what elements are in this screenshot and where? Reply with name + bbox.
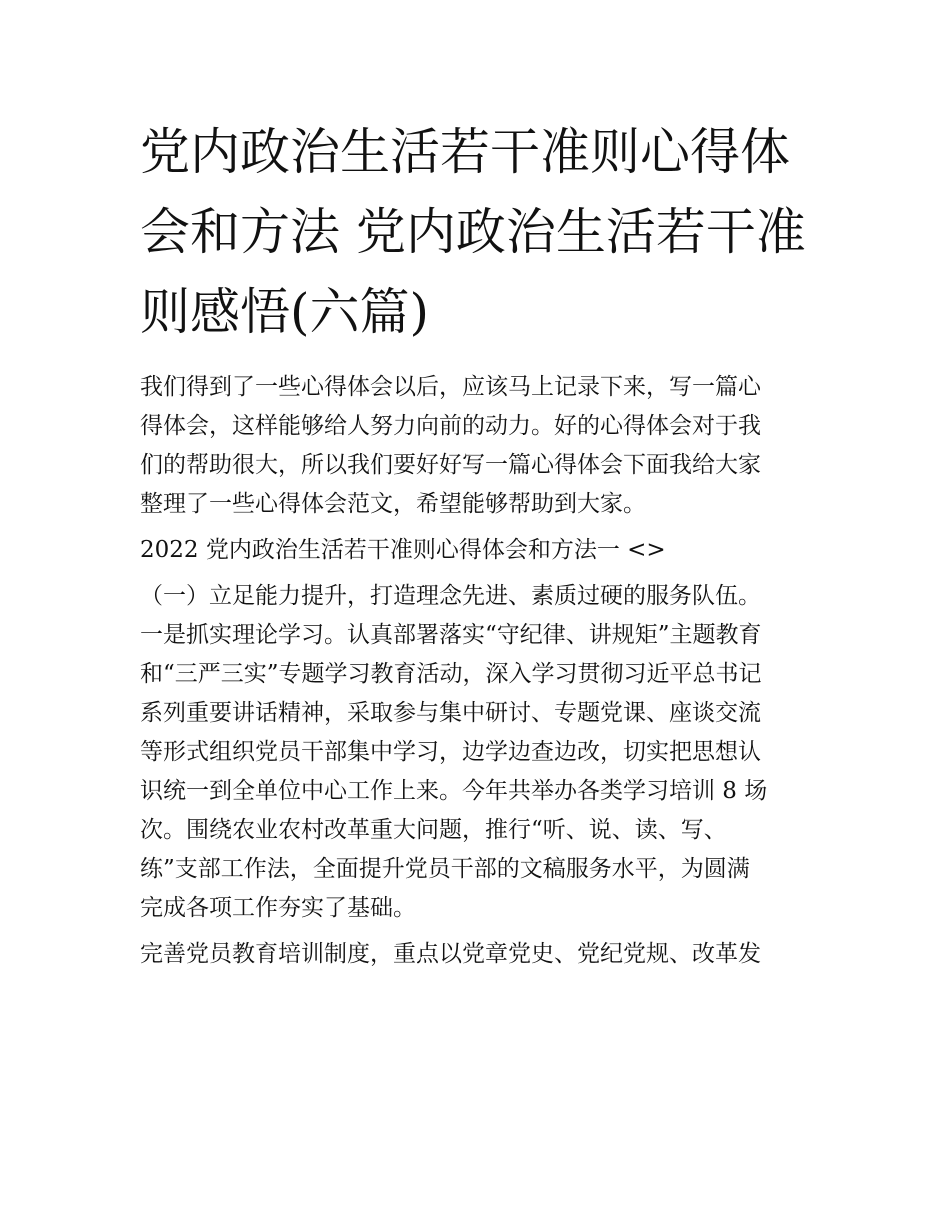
title-line: 党内政治生活若干准则心得体: [140, 123, 790, 181]
text-line: 等形式组织党员干部集中学习，边学边查边改，切实把思想认: [140, 739, 761, 765]
text-line: 整理了一些心得体会范文，希望能够帮助到大家。: [140, 491, 646, 517]
text-line: 系列重要讲话精神，采取参与集中研讨、专题党课、座谈交流: [140, 700, 761, 726]
text-line: （一）立足能力提升，打造理念先进、素质过硬的服务队伍。: [140, 583, 761, 609]
intro-paragraph: [140, 368, 820, 524]
text-line: 一是抓实理论学习。认真部署落实“守纪律、讲规矩”主题教育: [140, 622, 762, 648]
title-line: 则感悟(六篇): [140, 283, 430, 341]
body-paragraph: [140, 577, 820, 928]
document-title: [140, 112, 810, 352]
document-body: [140, 368, 820, 974]
text-line: 们的帮助很大，所以我们要好好写一篇心得体会下面我给大家: [140, 452, 761, 478]
text-line: 和“三严三实”专题学习教育活动，深入学习贯彻习近平总书记: [140, 661, 762, 687]
text-line: 得体会，这样能够给人努力向前的动力。好的心得体会对于我: [140, 413, 761, 439]
text-line: 2022 党内政治生活若干准则心得体会和方法一 <>: [140, 537, 666, 563]
text-line: 我们得到了一些心得体会以后，应该马上记录下来，写一篇心: [140, 374, 761, 400]
title-line: 会和方法 党内政治生活若干准: [140, 203, 806, 261]
body-paragraph: [140, 935, 820, 974]
text-line: 练”支部工作法，全面提升党员干部的文稿服务水平，为圆满: [140, 856, 750, 882]
section-heading: [140, 531, 820, 570]
document-page: [140, 112, 820, 974]
text-line: 完善党员教育培训制度，重点以党章党史、党纪党规、改革发: [140, 941, 761, 967]
text-line: 完成各项工作夯实了基础。: [140, 895, 416, 921]
text-line: 识统一到全单位中心工作上来。今年共举办各类学习培训 8 场: [140, 778, 768, 804]
text-line: 次。围绕农业农村改革重大问题，推行“听、说、读、写、: [140, 817, 727, 843]
